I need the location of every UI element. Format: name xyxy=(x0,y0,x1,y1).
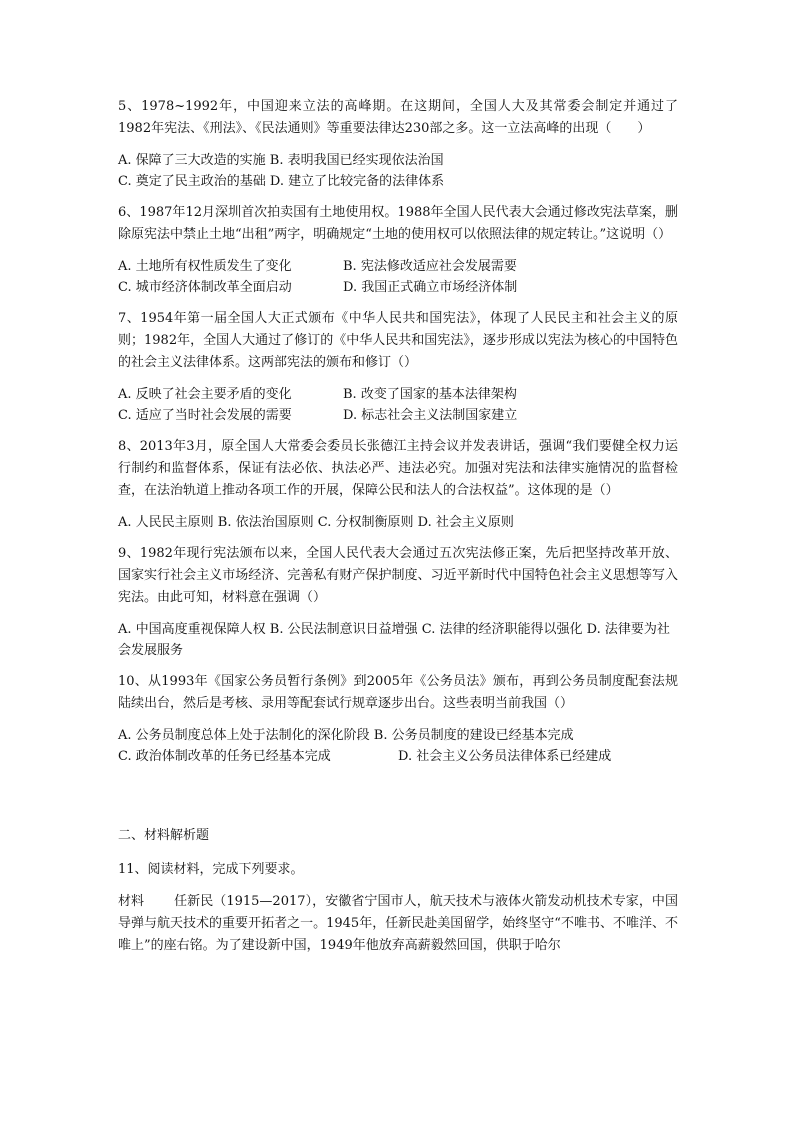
option-d: D. 标志社会主义法制国家建立 xyxy=(343,408,518,423)
options-10 xyxy=(118,725,678,767)
material-label: 材料 xyxy=(118,894,145,909)
option-line: A. 中国高度重视保障人权 B. 公民法制意识日益增强 C. 法律的经济职能得以强化 D. 法律要为社会发展服务 xyxy=(118,622,670,658)
option-c: C. 适应了当时社会发展的需要 xyxy=(118,408,292,423)
material-text: 任新民（1915—2017），安徽省宁国市人，航天技术与液体火箭发动机技术专家，中国导弹与航天技术的重要开拓者之一。1945年，任新民赴美国留学，始终坚守“不唯书、不唯洋、不唯上”的座右铭。为了建设新中国，1949年他放弃高薪毅然回国，供职于哈尔 xyxy=(118,894,678,953)
question-6 xyxy=(118,202,678,246)
question-text: 8、2013年3月，原全国人大常委会委员长张德江主持会议并发表讲话，强调“我们要健全权力运行制约和监督体系，保证有法必依、执法必严、违法必究。加强对宪法和法律实施情况的监督检查，在法治轨道上推动各项工作的开展，保障公民和法人的合法权益”。这体现的是（） xyxy=(118,439,678,498)
option-a: A. 公务员制度总体上处于法制化的深化阶段 xyxy=(118,728,370,743)
option-c: C. 奠定了民主政治的基础 xyxy=(118,174,266,189)
question-10 xyxy=(118,671,678,715)
option-b: B. 表明我国已经实现依法治国 xyxy=(269,153,444,168)
options-8 xyxy=(118,512,678,533)
question-7 xyxy=(118,308,678,374)
question-text: 10、从1993年《国家公务员暂行条例》到2005年《公务员法》颁布，再到公务员制度配套法规陆续出台，然后是考核、录用等配套试行规章逐步出台。这些表明当前我国（） xyxy=(118,674,678,711)
option-b: B. 改变了国家的基本法律架构 xyxy=(343,387,517,402)
material-block xyxy=(118,891,678,957)
option-a: A. 土地所有权性质发生了变化 xyxy=(118,259,292,274)
option-a: A. 反映了社会主要矛盾的变化 xyxy=(118,387,292,402)
options-6 xyxy=(118,256,678,298)
question-text: 11、阅读材料，完成下列要求。 xyxy=(118,862,304,877)
options-9 xyxy=(118,619,678,661)
option-d: D. 我国正式确立市场经济体制 xyxy=(343,280,518,295)
question-8 xyxy=(118,436,678,502)
question-text: 5、1978~1992年，中国迎来立法的高峰期。在这期间，全国人大及其常委会制定并通过了1982年宪法、《刑法》、《民法通则》等重要法律达230部之多。这一立法高峰的出现（ ） xyxy=(118,99,678,136)
question-text: 6、1987年12月深圳首次拍卖国有土地使用权。1988年全国人民代表大会通过修改宪法草案，删除原宪法中禁止土地“出租”两字，明确规定“土地的使用权可以依照法律的规定转让。”这说明（） xyxy=(118,205,678,242)
question-text: 9、1982年现行宪法颁布以来，全国人民代表大会通过五次宪法修正案，先后把坚持改革开放、国家实行社会主义市场经济、完善私有财产保护制度、习近平新时代中国特色社会主义思想等写入宪法。由此可知，材料意在强调（） xyxy=(118,546,678,605)
option-c: C. 城市经济体制改革全面启动 xyxy=(118,280,292,295)
option-a: A. 保障了三大改造的实施 xyxy=(118,153,266,168)
options-5 xyxy=(118,150,678,192)
option-d: D. 建立了比较完备的法律体系 xyxy=(269,174,445,189)
document-page xyxy=(118,96,678,967)
option-b: B. 公务员制度的建设已经基本完成 xyxy=(373,728,574,743)
options-7 xyxy=(118,384,678,426)
question-5 xyxy=(118,96,678,140)
option-line: A. 人民民主原则 B. 依法治国原则 C. 分权制衡原则 D. 社会主义原则 xyxy=(118,515,514,530)
option-b: B. 宪法修改适应社会发展需要 xyxy=(343,259,517,274)
option-d: D. 社会主义公务员法律体系已经建成 xyxy=(398,749,612,764)
question-11 xyxy=(118,859,678,881)
section-title: 二、材料解析题 xyxy=(118,828,210,843)
option-c: C. 政治体制改革的任务已经基本完成 xyxy=(118,749,331,764)
question-9 xyxy=(118,543,678,609)
question-text: 7、1954年第一届全国人大正式颁布《中华人民共和国宪法》，体现了人民民主和社会主义的原则；1982年，全国人大通过了修订的《中华人民共和国宪法》，逐步形成以宪法为核心的中国特色的社会主义法律体系。这两部宪法的颁布和修订（） xyxy=(118,311,678,370)
